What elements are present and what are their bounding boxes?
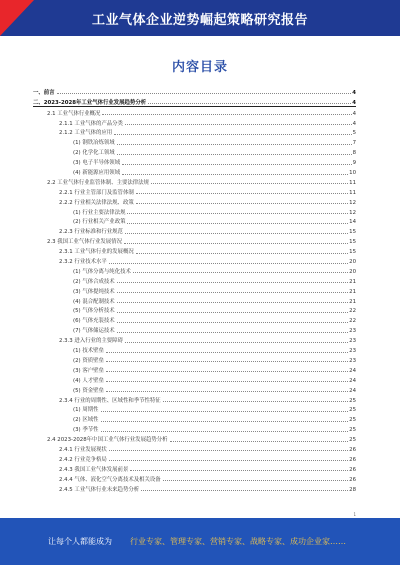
toc-entry[interactable] <box>33 86 356 96</box>
toc-entry[interactable] <box>33 176 356 186</box>
toc-entry[interactable] <box>33 344 356 354</box>
toc-entry-label: (4) 混合配制技术 <box>73 298 115 305</box>
footer-slogan-right: 行业专家、管理专家、营销专家、战略专家、成功企业家…… <box>130 537 346 546</box>
toc-entry[interactable] <box>33 463 356 473</box>
toc-entry-page: 4 <box>352 110 356 117</box>
toc-dot-leader <box>151 183 348 184</box>
toc-entry[interactable] <box>33 107 356 117</box>
toc-entry-label: (1) 周期性 <box>73 407 99 414</box>
toc-entry-page: 26 <box>349 476 356 483</box>
toc-dot-leader <box>117 312 348 313</box>
toc-entry-page: 15 <box>349 239 356 246</box>
toc-entry[interactable] <box>33 166 356 176</box>
toc-entry[interactable] <box>33 433 356 443</box>
toc-dot-leader <box>124 243 348 244</box>
toc-entry-label: 2.1 工业气体行业概况 <box>47 110 101 117</box>
toc-dot-leader <box>130 470 348 471</box>
toc-entry[interactable] <box>33 186 356 196</box>
toc-entry-page: 9 <box>352 160 356 167</box>
toc-entry[interactable] <box>33 216 356 226</box>
toc-dot-leader <box>117 154 352 155</box>
toc-entry-page: 25 <box>349 407 356 414</box>
toc-dot-leader <box>101 431 349 432</box>
toc-dot-leader <box>57 93 352 94</box>
toc-entry-label: (1) 技术壁垒 <box>73 348 104 355</box>
toc-dot-leader <box>122 164 351 165</box>
toc-entry[interactable] <box>33 156 356 166</box>
toc-dot-leader <box>163 401 348 402</box>
toc-dot-leader <box>117 332 348 333</box>
toc-entry-page: 20 <box>349 259 356 266</box>
toc-dot-leader <box>148 103 351 104</box>
toc-entry[interactable] <box>33 295 356 305</box>
toc-entry[interactable] <box>33 305 356 315</box>
toc-dot-leader <box>106 371 348 372</box>
toc-entry[interactable] <box>33 413 356 423</box>
toc-entry-label: 二、2023-2028年工业气体行业发展趋势分析 <box>33 99 147 106</box>
toc-entry-page: 11 <box>349 179 356 186</box>
toc-entry-label: 2.4.4 气体、液化空气分离技术及相关设备 <box>59 476 161 483</box>
toc-dot-leader <box>125 124 352 125</box>
toc-entry-label: (2) 区域性 <box>73 417 99 424</box>
toc-entry[interactable] <box>33 314 356 324</box>
toc-entry[interactable] <box>33 404 356 414</box>
toc-entry-page: 26 <box>349 446 356 453</box>
toc-entry-label: (5) 气体分析技术 <box>73 308 115 315</box>
toc-entry-label: 2.3.4 行业的周期性、区域性和季节性特征 <box>59 397 161 404</box>
toc-entry[interactable] <box>33 225 356 235</box>
toc-entry-page: 24 <box>349 387 356 394</box>
toc-dot-leader <box>133 272 348 273</box>
toc-entry-page: 22 <box>349 308 356 315</box>
toc-entry-page: 25 <box>349 397 356 404</box>
toc-entry[interactable] <box>33 443 356 453</box>
toc-dot-leader <box>106 391 348 392</box>
toc-entry-label: (4) 新能源应用领域 <box>73 170 121 177</box>
toc-dot-leader <box>136 203 348 204</box>
toc-dot-leader <box>117 282 348 283</box>
toc-entry-page: 21 <box>349 288 356 295</box>
report-title: 工业气体企业逆势崛起策略研究报告 <box>91 13 308 28</box>
toc-dot-leader <box>102 114 351 115</box>
toc-entry-label: (1) 行业主要法律法规 <box>73 209 126 216</box>
toc-entry-label: 2.3.1 工业气体行业的发展概况 <box>59 249 134 256</box>
toc-entry-page: 24 <box>349 367 356 374</box>
toc-entry-label: (7) 气体储运技术 <box>73 328 115 335</box>
toc-dot-leader <box>106 381 348 382</box>
toc-entry-page: 25 <box>349 417 356 424</box>
toc-dot-leader <box>114 134 351 135</box>
toc-entry-page: 7 <box>352 140 356 147</box>
toc-entry[interactable] <box>33 334 356 344</box>
toc-entry-page: 4 <box>352 120 356 127</box>
toc-entry-label: 2.2.3 行业标准和行业规范 <box>59 229 123 236</box>
toc-entry-label: (4) 人才壁垒 <box>73 377 104 384</box>
toc-dot-leader <box>106 361 348 362</box>
footer-slogan-left: 让每个人都能成为 <box>48 537 112 546</box>
toc-entry-page: 15 <box>349 229 356 236</box>
toc-title: 内容目录 <box>171 60 228 75</box>
toc-entry[interactable] <box>33 364 356 374</box>
toc-entry-label: 2.4.2 行业竞争格局 <box>59 456 107 463</box>
toc-entry[interactable] <box>33 235 356 245</box>
toc-entry-label: 2.2.1 行业主管部门及监管体制 <box>59 189 134 196</box>
toc-dot-leader <box>122 174 348 175</box>
toc-entry-page: 24 <box>349 377 356 384</box>
toc-entry-label: 2.3 我国工业气体行业发展情况 <box>47 239 122 246</box>
toc-dot-leader <box>106 352 348 353</box>
toc-entry-page: 4 <box>352 99 356 106</box>
toc-entry-label: 2.1.1 工业气体的产品分类 <box>59 120 123 127</box>
toc-entry-label: 2.3.3 进入行业的主要障碍 <box>59 338 123 345</box>
toc-entry[interactable] <box>33 127 356 137</box>
toc-entry-label: 2.3.2 行业技术水平 <box>59 259 107 266</box>
toc-dot-leader <box>163 480 348 481</box>
toc-entry-label: 2.1.2 工业气体的应用 <box>59 130 113 137</box>
toc-entry[interactable] <box>33 196 356 206</box>
toc-entry-label: (5) 资金壁垒 <box>73 387 104 394</box>
toc-dot-leader <box>127 213 348 214</box>
toc-entry-label: (2) 化学化工领域 <box>73 150 115 157</box>
toc-entry-page: 21 <box>349 298 356 305</box>
toc-entry-page: 25 <box>349 437 356 444</box>
page-number: 1 <box>353 512 356 517</box>
toc-entry[interactable] <box>33 245 356 255</box>
toc-entry[interactable] <box>33 136 356 146</box>
toc-entry-page: 22 <box>349 318 356 325</box>
toc-dot-leader <box>101 411 349 412</box>
toc-entry-label: 2.2.2 行业相关法律法规、政策 <box>59 199 134 206</box>
toc-entry[interactable] <box>33 453 356 463</box>
toc-entry-label: (3) 季节性 <box>73 427 99 434</box>
toc-entry-label: 2.4.5 工业气体行业未来趋势分析 <box>59 486 140 493</box>
toc-entry-page: 4 <box>352 89 356 96</box>
toc-entry-page: 25 <box>349 427 356 434</box>
toc-entry-page: 21 <box>349 278 356 285</box>
toc-dot-leader <box>117 144 352 145</box>
toc-dot-leader <box>109 460 348 461</box>
toc-dot-leader <box>141 490 348 491</box>
toc-entry[interactable] <box>33 206 356 216</box>
toc-entry-label: (6) 气体充装技术 <box>73 318 115 325</box>
toc-entry[interactable] <box>33 354 356 364</box>
toc-entry-label: 2.2 工业气体行业监管体制、主要法律法规 <box>47 179 149 186</box>
toc-entry[interactable] <box>33 265 356 275</box>
toc-entry[interactable] <box>33 117 356 127</box>
toc-entry-label: 2.4 2023-2028年中国工业气体行业发展趋势分析 <box>47 437 168 444</box>
toc-dot-leader <box>109 263 348 264</box>
report-header-bar <box>0 0 400 36</box>
toc-entry-page: 23 <box>349 328 356 335</box>
toc-dot-leader <box>117 292 348 293</box>
toc-dot-leader <box>125 233 348 234</box>
toc-entry-page: 15 <box>349 249 356 256</box>
toc-entry-page: 23 <box>349 338 356 345</box>
toc-entry[interactable] <box>33 423 356 433</box>
toc-entry-label: (2) 行业相关产业政策 <box>73 219 126 226</box>
toc-entry-label: 一、前言 <box>33 89 55 96</box>
toc-entry[interactable] <box>33 275 356 285</box>
toc-dot-leader <box>136 253 348 254</box>
toc-entry-page: 8 <box>352 150 356 157</box>
toc-entry-label: (3) 电子半导体领域 <box>73 160 121 167</box>
toc-entry-page: 23 <box>349 357 356 364</box>
toc-entry-page: 12 <box>349 209 356 216</box>
toc-entry-label: (2) 气体合成技术 <box>73 278 115 285</box>
toc-entry-label: 2.4.3 我国工业气体发展前景 <box>59 466 129 473</box>
toc-dot-leader <box>127 223 348 224</box>
table-of-contents <box>33 86 356 493</box>
toc-dot-leader <box>136 193 348 194</box>
toc-entry-label: (3) 气体提纯技术 <box>73 288 115 295</box>
toc-entry[interactable] <box>33 255 356 265</box>
toc-dot-leader <box>125 342 348 343</box>
toc-dot-leader <box>117 322 348 323</box>
toc-entry[interactable] <box>33 473 356 483</box>
toc-entry-page: 28 <box>349 486 356 493</box>
toc-dot-leader <box>109 450 348 451</box>
toc-entry[interactable] <box>33 394 356 404</box>
toc-dot-leader <box>117 302 348 303</box>
toc-entry-page: 26 <box>349 466 356 473</box>
toc-dot-leader <box>170 441 349 442</box>
toc-entry-label: 2.4.1 行业发展现状 <box>59 446 107 453</box>
toc-entry-page: 10 <box>349 170 356 177</box>
toc-entry-label: (1) 气体分离与纯化技术 <box>73 268 131 275</box>
toc-entry[interactable] <box>33 285 356 295</box>
toc-entry-page: 23 <box>349 348 356 355</box>
toc-entry-label: (1) 钢铁冶炼领域 <box>73 140 115 147</box>
toc-entry-page: 12 <box>349 199 356 206</box>
toc-entry[interactable] <box>33 384 356 394</box>
toc-entry-page: 26 <box>349 456 356 463</box>
toc-entry[interactable] <box>33 483 356 493</box>
toc-entry-page: 11 <box>349 189 356 196</box>
toc-entry-label: (2) 资质壁垒 <box>73 357 104 364</box>
toc-entry-label: (3) 客户壁垒 <box>73 367 104 374</box>
toc-entry[interactable] <box>33 96 356 107</box>
toc-entry[interactable] <box>33 374 356 384</box>
toc-entry-page: 20 <box>349 268 356 275</box>
footer-banner <box>0 518 400 565</box>
toc-entry[interactable] <box>33 146 356 156</box>
toc-dot-leader <box>101 421 349 422</box>
toc-entry-page: 14 <box>349 219 356 226</box>
toc-entry[interactable] <box>33 324 356 334</box>
toc-entry-page: 5 <box>352 130 356 137</box>
